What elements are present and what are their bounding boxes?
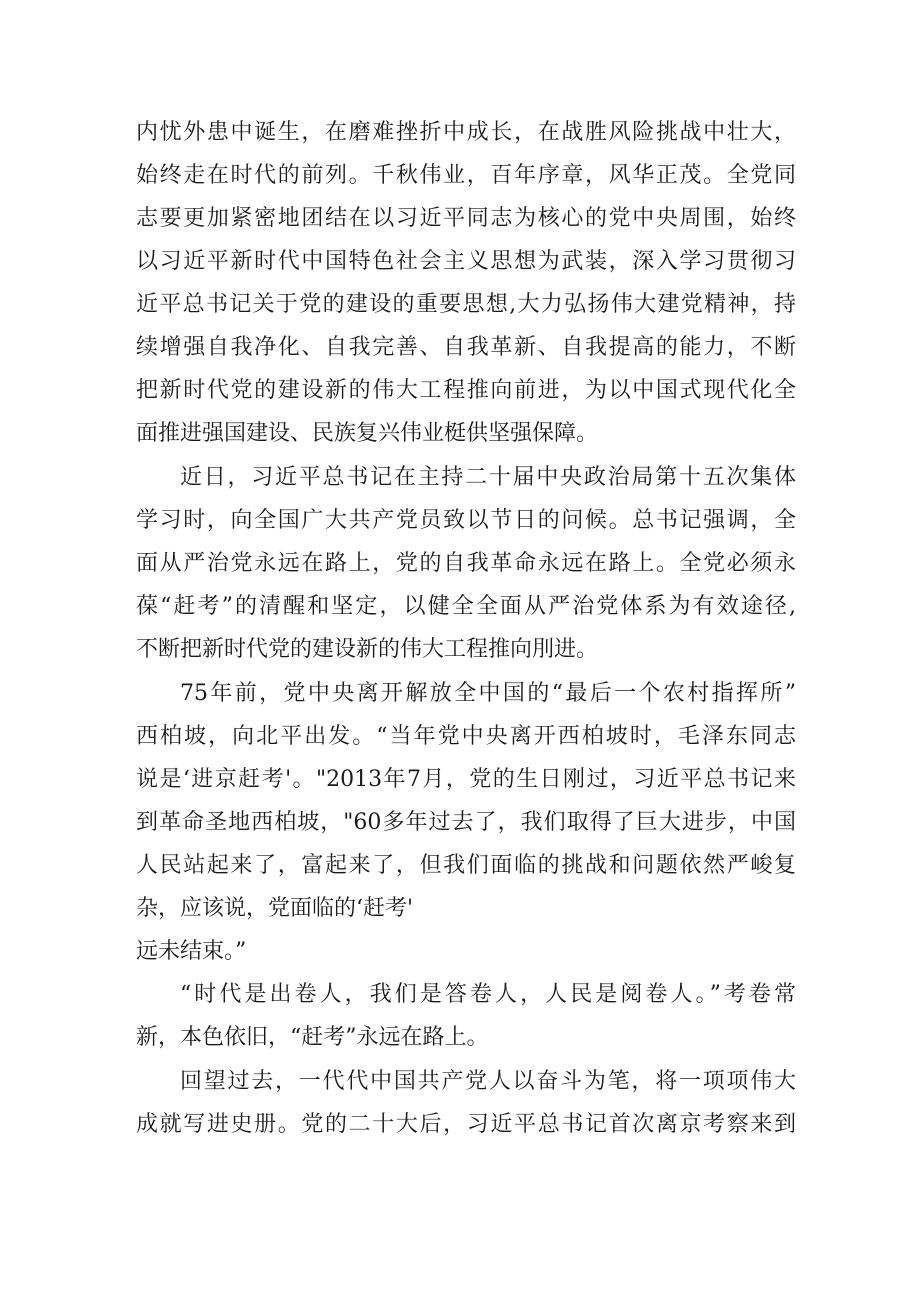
text-line: 说是‘进京赶考'。"2013年7月，党的生日刚过，习近平总书记来 xyxy=(136,767,796,792)
text-line: 面推进强国建设、民族复兴伟业梃供坚强保障。 xyxy=(136,421,599,446)
text-line: 内忧外患中诞生，在磨难挫折中成长，在战胜风险挑战中壮大， xyxy=(136,120,796,145)
text-line: 人民站起来了，富起来了，但我们面临的挑战和问题依然严峻复 xyxy=(136,853,796,878)
paragraph-first-line: 近日，习近平总书记在主持二十届中央政治局第十五次集体 xyxy=(180,465,796,490)
text-line: 始终走在时代的前列。千秋伟业，百年序章，风华正茂。全党同 xyxy=(136,163,796,188)
text-line: 以习近平新时代中国特色社会主义思想为武装，深入学习贯彻习 xyxy=(136,249,796,274)
text-line: 新，本色依旧，“赶考”永远在路上。 xyxy=(136,1025,489,1050)
text-line: 西柏坡，向北平出发。“当年党中央离开西柏坡时，毛泽东同志 xyxy=(136,724,796,749)
text-line: 志要更加紧密地团结在以习近平同志为核心的党中央周围，始终 xyxy=(136,206,796,231)
text-line: 杂，应该说，党面临的‘赶考' xyxy=(136,896,414,921)
paragraph-first-line: 回望过去，一代代中国共产党人以奋斗为笔，将一项项伟大 xyxy=(180,1069,796,1094)
text-line: 近平总书记关于党的建设的重要思想,大力弘扬伟大建党精神，持 xyxy=(136,292,796,317)
text-line: 把新时代党的建设新的伟大工程推向前进，为以中国式现代化全 xyxy=(136,378,796,403)
text-line: 学习时，向全国广大共产党员致以节日的问候。总书记强调，全 xyxy=(136,508,796,533)
paragraph-first-line: 75年前，党中央离开解放全中国的“最后一个农村指挥所” xyxy=(180,681,796,706)
text-line: 到革命圣地西柏坡，"60多年过去了，我们取得了巨大进步，中国 xyxy=(136,810,796,835)
paragraph-first-line: “时代是出卷人，我们是答卷人，人民是阅卷人。”考卷常 xyxy=(180,982,796,1007)
text-line: 成就写进史册。党的二十大后，习近平总书记首次离京考察来到 xyxy=(136,1112,796,1137)
text-line: 葆“赶考”的清醒和坚定，以健全全面从严治党体系为有效途径, xyxy=(136,594,796,619)
text-line: 续增强自我净化、自我完善、自我革新、自我提高的能力，不断 xyxy=(136,335,796,360)
text-line: 面从严治党永远在路上，党的自我革命永远在路上。全党必须永 xyxy=(136,551,796,576)
text-line: 远未结束。” xyxy=(136,939,247,964)
text-line: 不断把新时代党的建设新的伟大工程推向刖进。 xyxy=(136,637,599,662)
